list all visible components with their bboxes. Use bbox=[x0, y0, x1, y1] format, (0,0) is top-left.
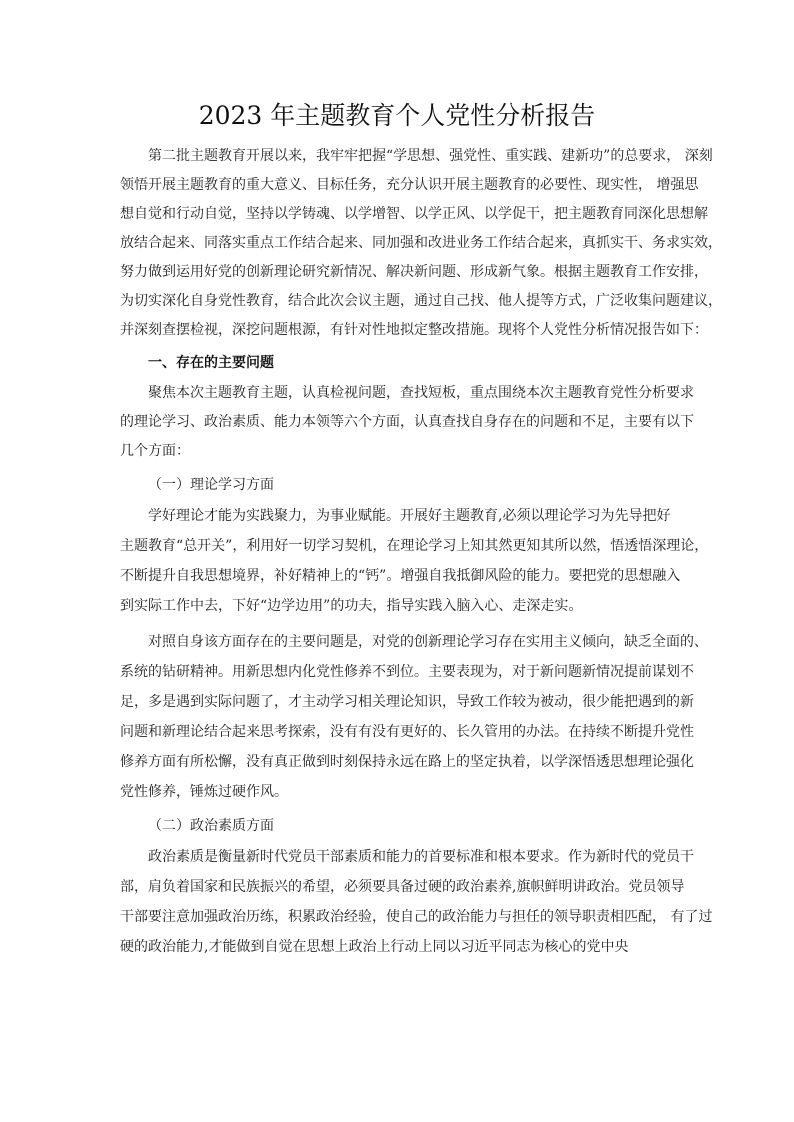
paragraph-line: 领悟开展主题教育的重大意义、目标任务，充分认识开展主题教育的必要性、现实性， 增强思 bbox=[120, 177, 699, 193]
paragraph-line: 足，多是遇到实际问题了，才主动学习相关理论知识，导致工作较为被动，很少能把遇到的新 bbox=[120, 694, 694, 710]
paragraph-line: 对照自身该方面存在的主要问题是，对党的创新理论学习存在实用主义倾向，缺乏全面的、 bbox=[148, 634, 708, 650]
paragraph-line: 第二批主题教育开展以来，我牢牢把握“学思想、强党性、重实践、建新功”的总要求， 深刻 bbox=[148, 148, 713, 164]
paragraph-line: 不断提升自我思想境界，补好精神上的“钙”。增强自我抵御风险的能力。要把党的思想融入 bbox=[120, 568, 681, 584]
paragraph-line: 问题和新理论结合起来思考探索，没有有没有更好的、长久管用的办法。在持续不断提升党性 bbox=[120, 724, 694, 740]
paragraph-line: 到实际工作中去，下好“边学边用”的功夫，指导实践入脑入心、走深走实。 bbox=[120, 598, 583, 614]
subsection-heading: （二）政治素质方面 bbox=[148, 818, 274, 834]
paragraph-line: 想自觉和行动自觉，坚持以学铸魂、以学增智、以学正风、以学促干，把主题教育同深化思想解 bbox=[120, 206, 708, 222]
paragraph-line: 放结合起来、同落实重点工作结合起来、同加强和改进业务工作结合起来，真抓实干、务求实效， bbox=[120, 235, 722, 251]
paragraph-line: 部，肩负着国家和民族振兴的希望，必须要具备过硬的政治素养,旗帜鲜明讲政治。党员领导 bbox=[120, 879, 685, 895]
subsection-heading: （一）理论学习方面 bbox=[148, 477, 274, 493]
document-title: 2023 年主题教育个人党性分析报告 bbox=[198, 101, 596, 130]
paragraph-line: 政治素质是衡量新时代党员干部素质和能力的首要标准和根本要求。作为新时代的党员干 bbox=[148, 849, 694, 865]
paragraph-line: 党性修养，锤炼过硬作风。 bbox=[120, 784, 288, 800]
paragraph-line: 修养方面有所松懈，没有真正做到时刻保持永远在路上的坚定执着，以学深悟透思想理论强化 bbox=[120, 754, 694, 770]
paragraph-line: 并深刻查摆检视，深挖问题根源，有针对性地拟定整改措施。现将个人党性分析情况报告如下： bbox=[120, 322, 708, 338]
paragraph-line: 系统的钻研精神。用新思想内化党性修养不到位。主要表现为，对于新问题新情况提前谋划不 bbox=[120, 664, 694, 680]
paragraph-line: 为切实深化自身党性教育，结合此次会议主题，通过自己找、他人提等方式，广泛收集问题建议， bbox=[120, 293, 722, 309]
section-heading: 一、存在的主要问题 bbox=[148, 355, 274, 371]
paragraph-line: 硬的政治能力,才能做到自觉在思想上政治上行动上同以习近平同志为核心的党中央 bbox=[120, 939, 629, 955]
paragraph-line: 几个方面： bbox=[120, 443, 190, 459]
paragraph-line: 努力做到运用好党的创新理论研究新情况、解决新问题、形成新气象。根据主题教育工作安排， bbox=[120, 264, 708, 280]
paragraph-line: 学好理论才能为实践聚力，为事业赋能。开展好主题教育,必须以理论学习为先导把好 bbox=[148, 508, 671, 524]
paragraph-line: 聚焦本次主题教育主题，认真检视问题，查找短板，重点围绕本次主题教育党性分析要求 bbox=[148, 385, 694, 401]
paragraph-line: 主题教育“总开关”，利用好一切学习契机，在理论学习上知其然更知其所以然，悟透悟深理论， bbox=[120, 538, 709, 554]
paragraph-line: 干部要注意加强政治历练，积累政治经验，使自己的政治能力与担任的领导职责相匹配， 有了过 bbox=[120, 909, 713, 925]
paragraph-line: 的理论学习、政治素质、能力本领等六个方面，认真查找自身存在的问题和不足，主要有以下 bbox=[120, 414, 694, 430]
